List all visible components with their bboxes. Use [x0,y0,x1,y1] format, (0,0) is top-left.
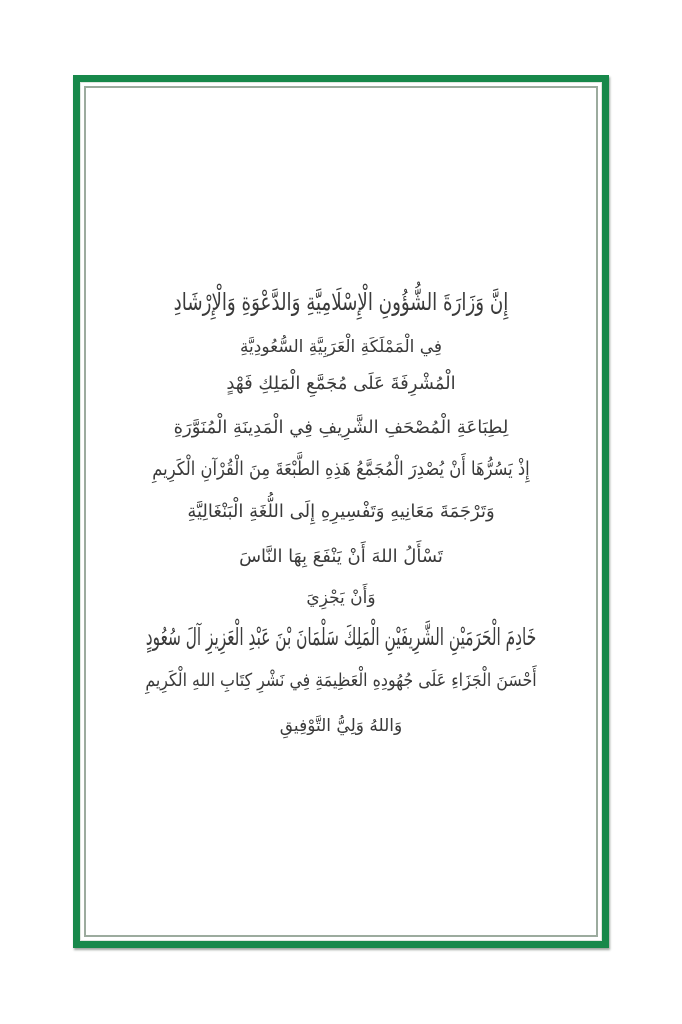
dedication-line-king-name: خَادِمَ الْحَرَمَيْنِ الشَّرِيفَيْنِ الْمَلِكَ سَلْمَانَ بْنَ عَبْدِ الْعَزِيزِ آلَ سُعُودٍ [145,623,537,651]
dedication-line-edition: إِذْ يَسُرُّهَا أَنْ يُصْدِرَ الْمُجَمَّعُ هَذِهِ الطَّبْعَةَ مِنَ الْقُرْآنِ الْكَرِيمِ [152,458,530,480]
dedication-line-best-reward: أَحْسَنَ الْجَزَاءِ عَلَى جُهُودِهِ الْعَظِيمَةِ فِي نَشْرِ كِتَابِ اللهِ الْكَرِيمِ [145,670,537,691]
dedication-line-supplication: تَسْأَلُ اللهَ أَنْ يَنْفَعَ بِهَا النَّاسَ [239,546,443,567]
dedication-line-supervising: الْمُشْرِفَةَ عَلَى مُجَمَّعِ الْمَلِكِ فَهْدٍ [226,373,456,394]
dedication-line-kingdom: فِي الْمَمْلَكَةِ الْعَرَبِيَّةِ السُّعُودِيَّةِ [239,337,443,357]
dedication-line-reward-intro: وَأَنْ يَجْزِيَ [306,588,376,608]
dedication-line-ministry: إِنَّ وَزَارَةَ الشُّؤُونِ الْإِسْلَامِيَّةِ وَالدَّعْوَةِ وَالْإِرْشَادِ [173,288,509,316]
dedication-line-closing: وَاللهُ وَلِيُّ التَّوْفِيقِ [279,716,403,736]
dedication-line-translation: وَتَرْجَمَةَ مَعَانِيهِ وَتَفْسِيرِهِ إِلَى اللُّغَةِ الْبَنْغَالِيَّةِ [187,501,495,522]
dedication-line-complex: لِطِبَاعَةِ الْمُصْحَفِ الشَّرِيفِ فِي الْمَدِينَةِ الْمُنَوَّرَةِ [173,417,509,438]
